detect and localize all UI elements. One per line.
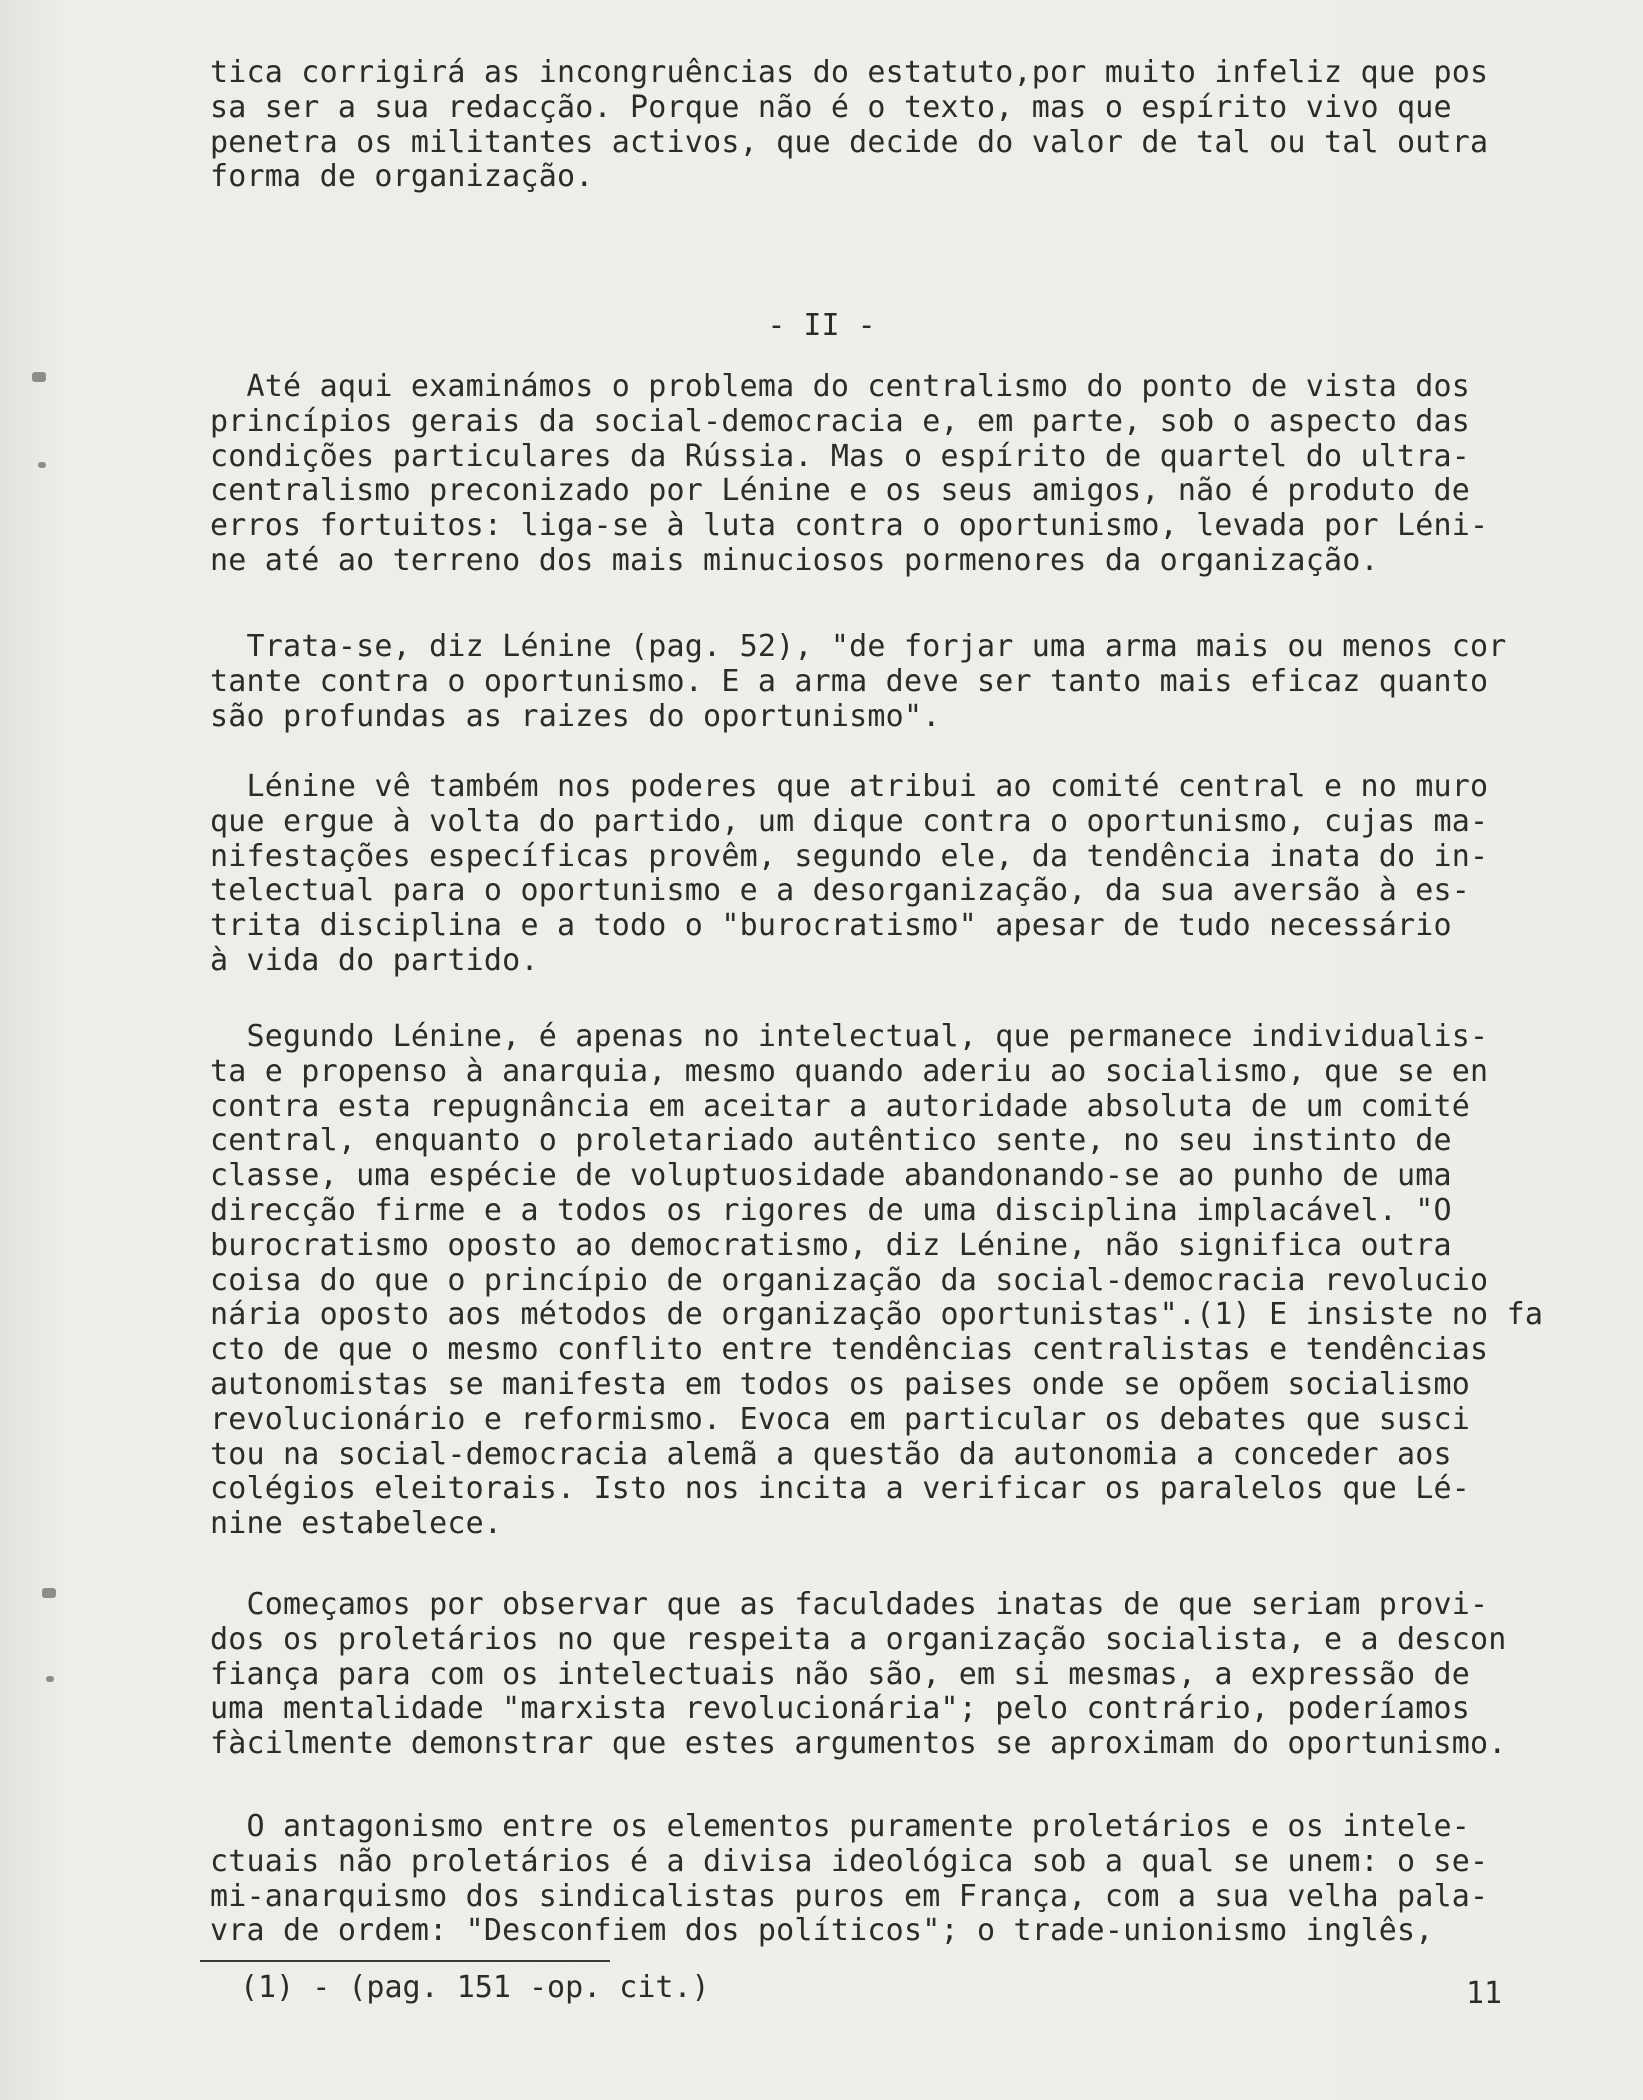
text-line: fàcilmente demonstrar que estes argumentos se aproximam do oportunismo. [210, 1726, 1507, 1762]
text-line: centralismo preconizado por Lénine e os seus amigos, não é produto de [210, 473, 1471, 509]
text-line: contra esta repugnância em aceitar a autoridade absoluta de um comité [210, 1088, 1471, 1124]
page-number: 11 [1466, 1976, 1503, 2011]
footnote: (1) - (pag. 151 -op. cit.) [240, 1970, 710, 2005]
footnote-divider [200, 1960, 610, 1962]
text-line: burocratismo oposto ao democratismo, diz Lénine, não significa outra [210, 1227, 1452, 1263]
punch-hole-mark [38, 462, 46, 468]
text-line: autonomistas se manifesta em todos os paises onde se opõem socialismo [210, 1366, 1471, 1402]
text-line: nária oposto aos métodos de organização oportunistas".(1) E insiste no fa [210, 1297, 1544, 1333]
paragraph-4 [210, 1020, 1610, 1542]
text-line: ctuais não proletários é a divisa ideológica sob a qual se unem: o se- [210, 1843, 1489, 1879]
text-line: Lénine vê também nos poderes que atribui ao comité central e no muro [210, 769, 1489, 804]
text-line: penetra os militantes activos, que decide do valor de tal ou tal outra [210, 124, 1489, 160]
text-line: central, enquanto o proletariado autêntico sente, no seu instinto de [210, 1123, 1452, 1159]
text-line: ta e propenso à anarquia, mesmo quando aderiu ao socialismo, que se en [210, 1053, 1489, 1089]
text-line: coisa do que o princípio de organização da social-democracia revolucio [210, 1262, 1489, 1298]
text-line: princípios gerais da social-democracia e, em parte, sob o aspecto das [210, 403, 1471, 439]
paragraph-1 [210, 370, 1610, 579]
text-line: vra de ordem: "Desconfiem dos políticos"; o trade-unionismo inglês, [210, 1913, 1434, 1949]
text-line: tica corrigirá as incongruências do estatuto,por muito infeliz que pos [210, 55, 1489, 90]
text-line: nine estabelece. [210, 1506, 503, 1542]
text-line: fiança para com os intelectuais não são, em si mesmas, a expressão de [210, 1656, 1471, 1692]
paragraph-top [210, 56, 1610, 195]
text-line: mi-anarquismo dos sindicalistas puros em França, com a sua velha pala- [210, 1878, 1489, 1914]
text-line: colégios eleitorais. Isto nos incita a verificar os paralelos que Lé- [210, 1471, 1471, 1507]
text-line: condições particulares da Rússia. Mas o espírito de quartel do ultra- [210, 438, 1471, 474]
text-line: tante contra o oportunismo. E a arma deve ser tanto mais eficaz quanto [210, 663, 1489, 699]
text-line: erros fortuitos: liga-se à luta contra o oportunismo, levada por Léni- [210, 508, 1489, 544]
text-line: nifestações específicas provêm, segundo ele, da tendência inata do in- [210, 838, 1489, 874]
text-line: tou na social-democracia alemã a questão da autonomia a conceder aos [210, 1436, 1452, 1472]
paragraph-6 [210, 1810, 1610, 1949]
text-line: Começamos por observar que as faculdades inatas de que seriam provi- [210, 1587, 1489, 1622]
punch-hole-mark [32, 372, 46, 382]
text-line: classe, uma espécie de voluptuosidade abandonando-se ao punho de uma [210, 1158, 1452, 1194]
text-line: Até aqui examinámos o problema do centralismo do ponto de vista dos [210, 369, 1471, 404]
text-line: telectual para o oportunismo e a desorganização, da sua aversão à es- [210, 873, 1471, 909]
text-line: revolucionário e reformismo. Evoca em particular os debates que susci [210, 1401, 1471, 1437]
punch-hole-mark [42, 1588, 56, 1598]
text-line: são profundas as raizes do oportunismo". [210, 698, 941, 734]
punch-hole-mark [46, 1676, 54, 1682]
text-line: ne até ao terreno dos mais minuciosos pormenores da organização. [210, 542, 1379, 578]
text-line: que ergue à volta do partido, um dique contra o oportunismo, cujas ma- [210, 803, 1489, 839]
paragraph-5 [210, 1588, 1610, 1762]
paragraph-3 [210, 770, 1610, 979]
text-line: sa ser a sua redacção. Porque não é o texto, mas o espírito vivo que [210, 89, 1452, 125]
text-line: Trata-se, diz Lénine (pag. 52), "de forjar uma arma mais ou menos cor [210, 629, 1507, 664]
text-line: Segundo Lénine, é apenas no intelectual, que permanece individualis- [210, 1019, 1489, 1054]
text-line: dos os proletários no que respeita a organização socialista, e a descon [210, 1621, 1507, 1657]
section-heading: - II - [767, 308, 876, 343]
paragraph-2 [210, 630, 1610, 734]
text-line: O antagonismo entre os elementos puramente proletários e os intele- [210, 1809, 1471, 1844]
text-line: trita disciplina e a todo o "burocratismo" apesar de tudo necessário [210, 908, 1452, 944]
text-line: cto de que o mesmo conflito entre tendências centralistas e tendências [210, 1332, 1489, 1368]
text-line: direcção firme e a todos os rigores de uma disciplina implacável. "O [210, 1192, 1452, 1228]
text-line: forma de organização. [210, 159, 594, 195]
text-line: uma mentalidade "marxista revolucionária"; pelo contrário, poderíamos [210, 1691, 1471, 1727]
text-line: à vida do partido. [210, 942, 539, 978]
